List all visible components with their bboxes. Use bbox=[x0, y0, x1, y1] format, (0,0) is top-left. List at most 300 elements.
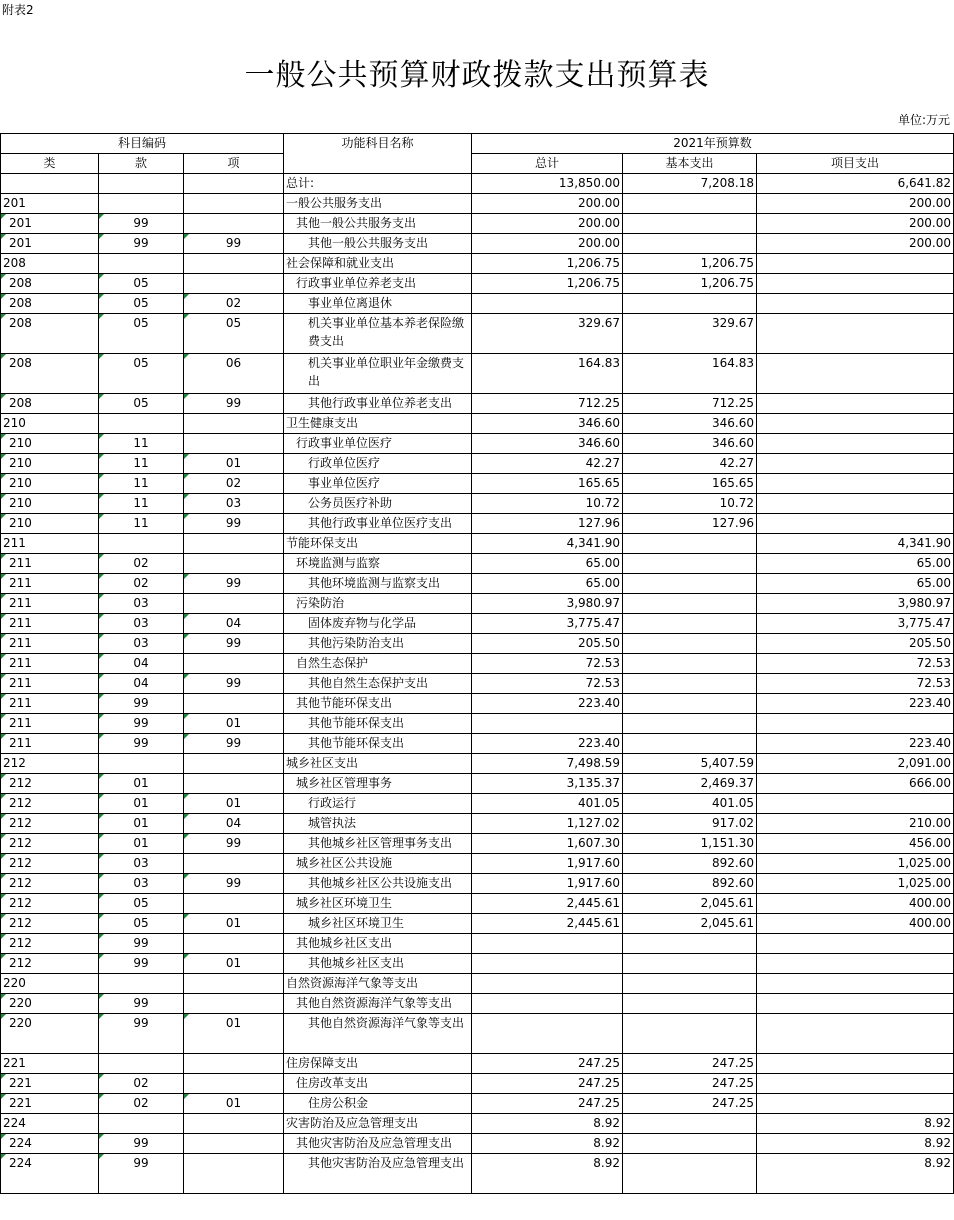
cell-xiang bbox=[184, 1074, 284, 1094]
cell-lei: 201 bbox=[1, 234, 99, 254]
cell-basic: 401.05 bbox=[623, 794, 757, 814]
cell-lei: 210 bbox=[1, 494, 99, 514]
cell-xiang bbox=[184, 754, 284, 774]
table-row bbox=[1, 514, 954, 534]
cell-kuan: 99 bbox=[99, 234, 184, 254]
cell-basic bbox=[623, 574, 757, 594]
cell-xiang: 01 bbox=[184, 1014, 284, 1054]
cell-total: 223.40 bbox=[472, 734, 623, 754]
cell-kuan: 03 bbox=[99, 594, 184, 614]
cell-project bbox=[757, 294, 954, 314]
cell-total: 1,206.75 bbox=[472, 254, 623, 274]
cell-xiang: 99 bbox=[184, 514, 284, 534]
cell-lei: 208 bbox=[1, 394, 99, 414]
cell-name: 城乡社区环境卫生 bbox=[284, 914, 472, 934]
cell-xiang bbox=[184, 214, 284, 234]
table-row bbox=[1, 434, 954, 454]
cell-kuan: 05 bbox=[99, 274, 184, 294]
cell-project bbox=[757, 354, 954, 394]
cell-kuan bbox=[99, 534, 184, 554]
cell-project: 223.40 bbox=[757, 694, 954, 714]
table-row bbox=[1, 1014, 954, 1054]
cell-project bbox=[757, 974, 954, 994]
cell-project: 65.00 bbox=[757, 574, 954, 594]
cell-xiang: 01 bbox=[184, 714, 284, 734]
cell-lei: 212 bbox=[1, 814, 99, 834]
cell-total: 329.67 bbox=[472, 314, 623, 354]
cell-basic: 164.83 bbox=[623, 354, 757, 394]
cell-basic bbox=[623, 194, 757, 214]
cell-xiang bbox=[184, 594, 284, 614]
cell-total: 205.50 bbox=[472, 634, 623, 654]
cell-lei: 211 bbox=[1, 634, 99, 654]
cell-kuan: 03 bbox=[99, 614, 184, 634]
cell-kuan: 05 bbox=[99, 354, 184, 394]
cell-project: 2,091.00 bbox=[757, 754, 954, 774]
cell-kuan: 05 bbox=[99, 314, 184, 354]
cell-name: 行政事业单位医疗 bbox=[284, 434, 472, 454]
table-row bbox=[1, 1054, 954, 1074]
cell-kuan bbox=[99, 1054, 184, 1074]
table-row bbox=[1, 194, 954, 214]
cell-lei: 212 bbox=[1, 934, 99, 954]
cell-kuan: 02 bbox=[99, 1074, 184, 1094]
cell-total: 1,206.75 bbox=[472, 274, 623, 294]
cell-name: 节能环保支出 bbox=[284, 534, 472, 554]
header-lei: 类 bbox=[1, 154, 99, 174]
cell-basic: 7,208.18 bbox=[623, 174, 757, 194]
cell-project: 8.92 bbox=[757, 1114, 954, 1134]
cell-kuan: 03 bbox=[99, 634, 184, 654]
cell-xiang: 04 bbox=[184, 814, 284, 834]
cell-name: 事业单位离退休 bbox=[284, 294, 472, 314]
cell-basic: 247.25 bbox=[623, 1094, 757, 1114]
cell-total: 200.00 bbox=[472, 194, 623, 214]
cell-lei: 210 bbox=[1, 434, 99, 454]
cell-lei: 201 bbox=[1, 194, 99, 214]
cell-lei: 208 bbox=[1, 354, 99, 394]
table-row bbox=[1, 1094, 954, 1114]
cell-lei: 212 bbox=[1, 954, 99, 974]
cell-kuan: 99 bbox=[99, 734, 184, 754]
cell-total bbox=[472, 714, 623, 734]
cell-lei: 211 bbox=[1, 534, 99, 554]
cell-total: 2,445.61 bbox=[472, 894, 623, 914]
cell-lei: 212 bbox=[1, 874, 99, 894]
table-row bbox=[1, 754, 954, 774]
cell-name: 其他一般公共服务支出 bbox=[284, 234, 472, 254]
cell-total: 1,917.60 bbox=[472, 854, 623, 874]
header-xiang: 项 bbox=[184, 154, 284, 174]
table-row bbox=[1, 1074, 954, 1094]
budget-table bbox=[0, 133, 954, 1194]
cell-lei: 220 bbox=[1, 1014, 99, 1054]
cell-basic: 917.02 bbox=[623, 814, 757, 834]
cell-kuan: 11 bbox=[99, 434, 184, 454]
cell-basic: 346.60 bbox=[623, 434, 757, 454]
cell-lei: 220 bbox=[1, 994, 99, 1014]
header-name: 功能科目名称 bbox=[284, 134, 472, 174]
cell-basic bbox=[623, 534, 757, 554]
cell-xiang bbox=[184, 774, 284, 794]
cell-basic bbox=[623, 1134, 757, 1154]
cell-total: 72.53 bbox=[472, 654, 623, 674]
cell-basic bbox=[623, 614, 757, 634]
header-basic: 基本支出 bbox=[623, 154, 757, 174]
cell-kuan bbox=[99, 974, 184, 994]
cell-kuan: 99 bbox=[99, 214, 184, 234]
cell-xiang: 99 bbox=[184, 234, 284, 254]
cell-name: 行政事业单位养老支出 bbox=[284, 274, 472, 294]
cell-basic bbox=[623, 654, 757, 674]
cell-project bbox=[757, 794, 954, 814]
cell-xiang bbox=[184, 1054, 284, 1074]
cell-kuan: 99 bbox=[99, 1134, 184, 1154]
cell-lei: 212 bbox=[1, 754, 99, 774]
cell-basic bbox=[623, 974, 757, 994]
cell-lei: 210 bbox=[1, 474, 99, 494]
cell-lei: 211 bbox=[1, 694, 99, 714]
cell-name: 公务员医疗补助 bbox=[284, 494, 472, 514]
cell-basic bbox=[623, 954, 757, 974]
cell-kuan: 03 bbox=[99, 854, 184, 874]
cell-basic: 1,206.75 bbox=[623, 254, 757, 274]
cell-project bbox=[757, 1074, 954, 1094]
table-row bbox=[1, 314, 954, 354]
cell-kuan: 05 bbox=[99, 294, 184, 314]
cell-total: 1,917.60 bbox=[472, 874, 623, 894]
cell-lei: 208 bbox=[1, 294, 99, 314]
cell-xiang bbox=[184, 174, 284, 194]
cell-name: 自然资源海洋气象等支出 bbox=[284, 974, 472, 994]
cell-name: 机关事业单位基本养老保险缴费支出 bbox=[284, 314, 472, 354]
cell-name: 其他自然资源海洋气象等支出 bbox=[284, 994, 472, 1014]
cell-project: 200.00 bbox=[757, 194, 954, 214]
table-body bbox=[1, 174, 954, 1194]
cell-kuan: 05 bbox=[99, 914, 184, 934]
cell-name: 其他城乡社区管理事务支出 bbox=[284, 834, 472, 854]
table-row bbox=[1, 954, 954, 974]
cell-total: 2,445.61 bbox=[472, 914, 623, 934]
cell-lei: 208 bbox=[1, 254, 99, 274]
cell-total: 4,341.90 bbox=[472, 534, 623, 554]
table-row bbox=[1, 994, 954, 1014]
cell-xiang: 01 bbox=[184, 914, 284, 934]
table-row bbox=[1, 874, 954, 894]
page-title: 一般公共预算财政拨款支出预算表 bbox=[244, 58, 710, 93]
cell-basic bbox=[623, 994, 757, 1014]
cell-xiang bbox=[184, 934, 284, 954]
table-row bbox=[1, 714, 954, 734]
cell-total: 200.00 bbox=[472, 214, 623, 234]
cell-name: 总计: bbox=[284, 174, 472, 194]
cell-lei: 208 bbox=[1, 314, 99, 354]
cell-total: 164.83 bbox=[472, 354, 623, 394]
cell-total: 165.65 bbox=[472, 474, 623, 494]
cell-lei: 212 bbox=[1, 794, 99, 814]
cell-name: 其他节能环保支出 bbox=[284, 694, 472, 714]
cell-total: 13,850.00 bbox=[472, 174, 623, 194]
cell-basic bbox=[623, 294, 757, 314]
cell-basic bbox=[623, 734, 757, 754]
cell-basic: 346.60 bbox=[623, 414, 757, 434]
cell-total: 3,135.37 bbox=[472, 774, 623, 794]
cell-xiang: 04 bbox=[184, 614, 284, 634]
cell-xiang: 05 bbox=[184, 314, 284, 354]
cell-project: 210.00 bbox=[757, 814, 954, 834]
cell-project bbox=[757, 414, 954, 434]
cell-lei: 212 bbox=[1, 774, 99, 794]
cell-name: 其他节能环保支出 bbox=[284, 714, 472, 734]
table-row bbox=[1, 914, 954, 934]
cell-project: 200.00 bbox=[757, 234, 954, 254]
cell-kuan: 04 bbox=[99, 654, 184, 674]
cell-lei: 211 bbox=[1, 594, 99, 614]
cell-name: 环境监测与监察 bbox=[284, 554, 472, 574]
cell-total: 65.00 bbox=[472, 574, 623, 594]
cell-basic: 712.25 bbox=[623, 394, 757, 414]
cell-xiang: 99 bbox=[184, 834, 284, 854]
cell-xiang: 99 bbox=[184, 634, 284, 654]
cell-kuan: 11 bbox=[99, 514, 184, 534]
cell-project: 8.92 bbox=[757, 1134, 954, 1154]
cell-kuan: 02 bbox=[99, 1094, 184, 1114]
cell-kuan bbox=[99, 1114, 184, 1134]
cell-basic: 1,151.30 bbox=[623, 834, 757, 854]
cell-project: 72.53 bbox=[757, 654, 954, 674]
cell-total: 200.00 bbox=[472, 234, 623, 254]
table-row bbox=[1, 534, 954, 554]
cell-project: 456.00 bbox=[757, 834, 954, 854]
table-row bbox=[1, 1154, 954, 1194]
cell-lei: 212 bbox=[1, 914, 99, 934]
cell-basic bbox=[623, 714, 757, 734]
cell-name: 其他灾害防治及应急管理支出 bbox=[284, 1154, 472, 1194]
cell-xiang bbox=[184, 654, 284, 674]
cell-basic bbox=[623, 694, 757, 714]
cell-project bbox=[757, 474, 954, 494]
cell-total: 346.60 bbox=[472, 434, 623, 454]
cell-name: 其他行政事业单位养老支出 bbox=[284, 394, 472, 414]
cell-name: 灾害防治及应急管理支出 bbox=[284, 1114, 472, 1134]
cell-kuan: 01 bbox=[99, 794, 184, 814]
cell-kuan: 01 bbox=[99, 814, 184, 834]
cell-project bbox=[757, 1094, 954, 1114]
cell-lei: 224 bbox=[1, 1134, 99, 1154]
cell-total: 223.40 bbox=[472, 694, 623, 714]
cell-total: 346.60 bbox=[472, 414, 623, 434]
cell-project bbox=[757, 954, 954, 974]
cell-xiang: 03 bbox=[184, 494, 284, 514]
cell-kuan bbox=[99, 194, 184, 214]
cell-project: 200.00 bbox=[757, 214, 954, 234]
cell-total: 3,980.97 bbox=[472, 594, 623, 614]
table-row bbox=[1, 774, 954, 794]
cell-kuan: 11 bbox=[99, 454, 184, 474]
cell-name: 其他城乡社区支出 bbox=[284, 954, 472, 974]
cell-basic bbox=[623, 1154, 757, 1194]
cell-xiang bbox=[184, 974, 284, 994]
cell-lei: 211 bbox=[1, 714, 99, 734]
cell-project bbox=[757, 494, 954, 514]
cell-project: 400.00 bbox=[757, 894, 954, 914]
cell-total: 10.72 bbox=[472, 494, 623, 514]
table-row bbox=[1, 1134, 954, 1154]
cell-total: 247.25 bbox=[472, 1094, 623, 1114]
cell-lei: 220 bbox=[1, 974, 99, 994]
table-row bbox=[1, 674, 954, 694]
cell-name: 住房保障支出 bbox=[284, 1054, 472, 1074]
cell-basic: 1,206.75 bbox=[623, 274, 757, 294]
cell-xiang bbox=[184, 694, 284, 714]
cell-project: 4,341.90 bbox=[757, 534, 954, 554]
cell-basic: 892.60 bbox=[623, 854, 757, 874]
table-row bbox=[1, 274, 954, 294]
cell-xiang: 99 bbox=[184, 394, 284, 414]
cell-xiang: 02 bbox=[184, 294, 284, 314]
table-row bbox=[1, 974, 954, 994]
cell-name: 城乡社区管理事务 bbox=[284, 774, 472, 794]
cell-lei: 211 bbox=[1, 554, 99, 574]
cell-total: 8.92 bbox=[472, 1134, 623, 1154]
cell-kuan: 99 bbox=[99, 714, 184, 734]
cell-lei: 211 bbox=[1, 574, 99, 594]
cell-kuan: 03 bbox=[99, 874, 184, 894]
cell-basic: 2,045.61 bbox=[623, 914, 757, 934]
cell-basic: 42.27 bbox=[623, 454, 757, 474]
cell-xiang bbox=[184, 254, 284, 274]
cell-xiang bbox=[184, 414, 284, 434]
header-budget-group: 2021年预算数 bbox=[472, 134, 954, 154]
table-row bbox=[1, 174, 954, 194]
cell-total bbox=[472, 974, 623, 994]
cell-kuan: 02 bbox=[99, 574, 184, 594]
cell-total: 247.25 bbox=[472, 1054, 623, 1074]
cell-basic: 10.72 bbox=[623, 494, 757, 514]
cell-basic: 2,469.37 bbox=[623, 774, 757, 794]
cell-xiang: 01 bbox=[184, 954, 284, 974]
cell-basic: 892.60 bbox=[623, 874, 757, 894]
cell-xiang: 99 bbox=[184, 674, 284, 694]
cell-name: 行政单位医疗 bbox=[284, 454, 472, 474]
cell-basic bbox=[623, 934, 757, 954]
table-row bbox=[1, 694, 954, 714]
cell-name: 城管执法 bbox=[284, 814, 472, 834]
table-row bbox=[1, 634, 954, 654]
cell-xiang: 06 bbox=[184, 354, 284, 394]
table-row bbox=[1, 854, 954, 874]
cell-kuan: 02 bbox=[99, 554, 184, 574]
cell-project: 72.53 bbox=[757, 674, 954, 694]
table-row bbox=[1, 414, 954, 434]
cell-kuan: 99 bbox=[99, 694, 184, 714]
cell-project bbox=[757, 434, 954, 454]
cell-kuan: 11 bbox=[99, 494, 184, 514]
table-row bbox=[1, 454, 954, 474]
cell-lei: 211 bbox=[1, 674, 99, 694]
cell-project: 6,641.82 bbox=[757, 174, 954, 194]
cell-basic: 2,045.61 bbox=[623, 894, 757, 914]
cell-project bbox=[757, 1054, 954, 1074]
table-row bbox=[1, 834, 954, 854]
cell-name: 住房公积金 bbox=[284, 1094, 472, 1114]
cell-total bbox=[472, 934, 623, 954]
cell-name: 其他城乡社区支出 bbox=[284, 934, 472, 954]
table-row bbox=[1, 394, 954, 414]
cell-project: 400.00 bbox=[757, 914, 954, 934]
cell-name: 其他环境监测与监察支出 bbox=[284, 574, 472, 594]
cell-xiang: 01 bbox=[184, 794, 284, 814]
cell-name: 固体废弃物与化学品 bbox=[284, 614, 472, 634]
cell-lei: 224 bbox=[1, 1114, 99, 1134]
cell-lei: 210 bbox=[1, 414, 99, 434]
cell-basic bbox=[623, 634, 757, 654]
cell-name: 城乡社区公共设施 bbox=[284, 854, 472, 874]
cell-total bbox=[472, 954, 623, 974]
cell-name: 一般公共服务支出 bbox=[284, 194, 472, 214]
table-row bbox=[1, 594, 954, 614]
cell-project: 3,775.47 bbox=[757, 614, 954, 634]
cell-name: 其他城乡社区公共设施支出 bbox=[284, 874, 472, 894]
cell-project bbox=[757, 714, 954, 734]
cell-kuan: 99 bbox=[99, 1014, 184, 1054]
table-row bbox=[1, 1114, 954, 1134]
cell-lei: 211 bbox=[1, 734, 99, 754]
cell-lei: 212 bbox=[1, 834, 99, 854]
cell-name: 其他污染防治支出 bbox=[284, 634, 472, 654]
cell-lei: 201 bbox=[1, 214, 99, 234]
cell-name: 社会保障和就业支出 bbox=[284, 254, 472, 274]
cell-total: 3,775.47 bbox=[472, 614, 623, 634]
cell-xiang: 02 bbox=[184, 474, 284, 494]
cell-kuan: 05 bbox=[99, 894, 184, 914]
table-row bbox=[1, 654, 954, 674]
cell-project: 666.00 bbox=[757, 774, 954, 794]
cell-project bbox=[757, 1014, 954, 1054]
cell-total: 72.53 bbox=[472, 674, 623, 694]
cell-project: 1,025.00 bbox=[757, 854, 954, 874]
cell-project: 205.50 bbox=[757, 634, 954, 654]
cell-lei: 210 bbox=[1, 514, 99, 534]
table-row bbox=[1, 214, 954, 234]
header-project: 项目支出 bbox=[757, 154, 954, 174]
table-row bbox=[1, 294, 954, 314]
cell-basic bbox=[623, 234, 757, 254]
cell-project bbox=[757, 994, 954, 1014]
header-total: 总计 bbox=[472, 154, 623, 174]
cell-name: 城乡社区环境卫生 bbox=[284, 894, 472, 914]
table-row bbox=[1, 734, 954, 754]
cell-kuan: 01 bbox=[99, 834, 184, 854]
cell-kuan: 04 bbox=[99, 674, 184, 694]
cell-basic: 247.25 bbox=[623, 1054, 757, 1074]
table-row bbox=[1, 234, 954, 254]
table-row bbox=[1, 554, 954, 574]
cell-basic: 127.96 bbox=[623, 514, 757, 534]
cell-xiang: 99 bbox=[184, 574, 284, 594]
table-row bbox=[1, 894, 954, 914]
cell-name: 其他节能环保支出 bbox=[284, 734, 472, 754]
cell-total: 401.05 bbox=[472, 794, 623, 814]
cell-name: 其他灾害防治及应急管理支出 bbox=[284, 1134, 472, 1154]
table-row bbox=[1, 494, 954, 514]
cell-kuan bbox=[99, 174, 184, 194]
table-row bbox=[1, 614, 954, 634]
cell-lei: 221 bbox=[1, 1074, 99, 1094]
unit-label: 单位:万元 bbox=[897, 113, 950, 127]
cell-project: 65.00 bbox=[757, 554, 954, 574]
cell-project: 8.92 bbox=[757, 1154, 954, 1194]
